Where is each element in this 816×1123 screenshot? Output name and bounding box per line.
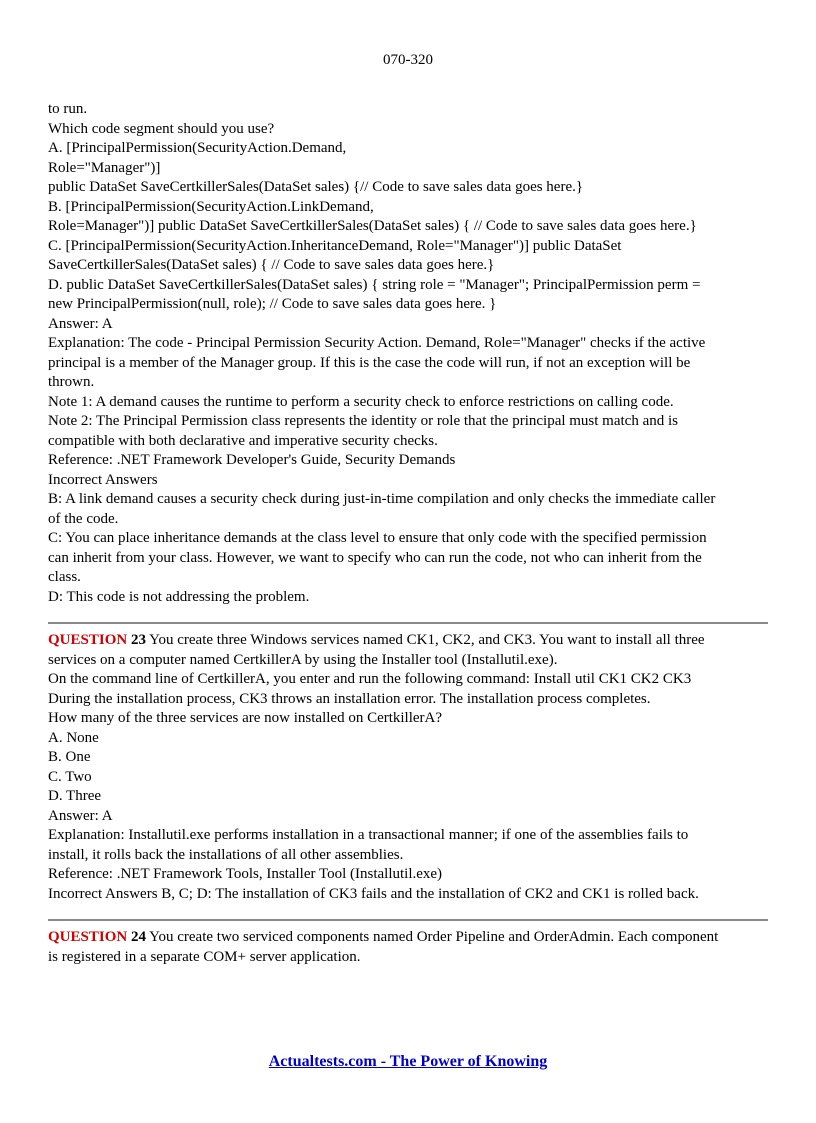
text-line: Reference: .NET Framework Tools, Installer Tool (Installutil.exe) xyxy=(48,866,443,882)
text-line: Answer: A xyxy=(48,315,113,332)
text-line: C: You can place inheritance demands at the class level to ensure that only code with the specified permission xyxy=(48,530,707,546)
text-line: B. One xyxy=(48,749,91,765)
section-divider xyxy=(48,622,768,624)
text-line: B: A link demand causes a security check during just-in-time compilation and only checks the immediate caller xyxy=(48,491,716,507)
text-line: A. [PrincipalPermission(SecurityAction.Demand, xyxy=(48,140,347,156)
text-line: Explanation: Installutil.exe performs installation in a transactional manner; if one of the assemblies fails to xyxy=(48,827,689,843)
text-line: C. [PrincipalPermission(SecurityAction.InheritanceDemand, Role="Manager")] public DataSet xyxy=(48,237,622,254)
text-line: A. None xyxy=(48,729,99,746)
text-line: D. Three xyxy=(48,788,102,804)
text-line: D. public DataSet SaveCertkillerSales(DataSet sales) { string role = "Manager"; PrincipalPermission perm = xyxy=(48,276,701,293)
question-first-line: You create three Windows services named CK1, CK2, and CK3. You want to install all three xyxy=(145,632,705,648)
text-line: Role=Manager")] public DataSet SaveCertkillerSales(DataSet sales) { // Code to save sales data goes here.} xyxy=(48,218,697,234)
text-line: can inherit from your class. However, we want to specify who can run the code, not who can inherit from the xyxy=(48,549,702,566)
text-line: Which code segment should you use? xyxy=(48,120,275,137)
text-line: D: This code is not addressing the problem. xyxy=(48,588,310,605)
text-line: Note 1: A demand causes the runtime to perform a security check to enforce restrictions on calling code. xyxy=(48,393,674,410)
text-line: Incorrect Answers B, C; D: The installation of CK3 fails and the installation of CK2 and CK1 is rolled back. xyxy=(48,885,699,902)
text-line: Answer: A xyxy=(48,807,113,824)
text-line: is registered in a separate COM+ server application. xyxy=(48,948,361,965)
question-23-header-line xyxy=(48,631,778,651)
question-label: QUESTION xyxy=(48,929,128,945)
text-line: Note 2: The Principal Permission class represents the identity or role that the principal must match and is xyxy=(48,413,678,429)
question-23-body xyxy=(48,651,778,905)
text-line: to run. xyxy=(48,101,88,117)
text-line: How many of the three services are now installed on CertkillerA? xyxy=(48,710,443,726)
question-24-body xyxy=(48,948,778,968)
text-line: install, it rolls back the installations of all other assemblies. xyxy=(48,846,404,863)
text-line: services on a computer named CertkillerA by using the Installer tool (Installutil.exe). xyxy=(48,651,558,668)
page-footer xyxy=(0,1053,816,1071)
text-line: Incorrect Answers xyxy=(48,471,158,488)
page-content xyxy=(48,100,778,967)
text-line: new PrincipalPermission(null, role); // Code to save sales data goes here. } xyxy=(48,296,497,312)
text-line: Role="Manager")] xyxy=(48,159,161,176)
question-label: QUESTION xyxy=(48,632,128,648)
text-line: During the installation process, CK3 throws an installation error. The installation process completes. xyxy=(48,690,651,707)
question-first-line: You create two serviced components named Order Pipeline and OrderAdmin. Each component xyxy=(145,929,719,945)
footer-link[interactable]: Actualtests.com - The Power of Knowing xyxy=(268,1053,548,1070)
section-divider xyxy=(48,919,768,921)
question-24 xyxy=(48,928,778,967)
question-number: 24 xyxy=(130,929,146,945)
question-24-header-line xyxy=(48,928,778,948)
text-line: C. Two xyxy=(48,768,92,785)
page-header-code: 070-320 xyxy=(383,52,433,68)
question-22-continuation xyxy=(48,100,778,607)
text-line: class. xyxy=(48,569,81,585)
question-23 xyxy=(48,631,778,904)
text-line: compatible with both declarative and imperative security checks. xyxy=(48,432,438,449)
text-line: Reference: .NET Framework Developer's Guide, Security Demands xyxy=(48,452,456,468)
text-line: thrown. xyxy=(48,374,95,390)
text-line: of the code. xyxy=(48,510,119,527)
question-number: 23 xyxy=(130,632,146,648)
text-line: Explanation: The code - Principal Permission Security Action. Demand, Role="Manager" checks if the active xyxy=(48,335,706,351)
text-line: SaveCertkillerSales(DataSet sales) { // Code to save sales data goes here.} xyxy=(48,257,495,273)
text-line: On the command line of CertkillerA, you enter and run the following command: Install util CK1 CK2 CK3 xyxy=(48,671,692,687)
text-line: principal is a member of the Manager group. If this is the case the code will run, if not an exception will be xyxy=(48,354,691,371)
text-line: B. [PrincipalPermission(SecurityAction.LinkDemand, xyxy=(48,198,374,215)
text-line: public DataSet SaveCertkillerSales(DataSet sales) {// Code to save sales data goes here.} xyxy=(48,179,584,195)
